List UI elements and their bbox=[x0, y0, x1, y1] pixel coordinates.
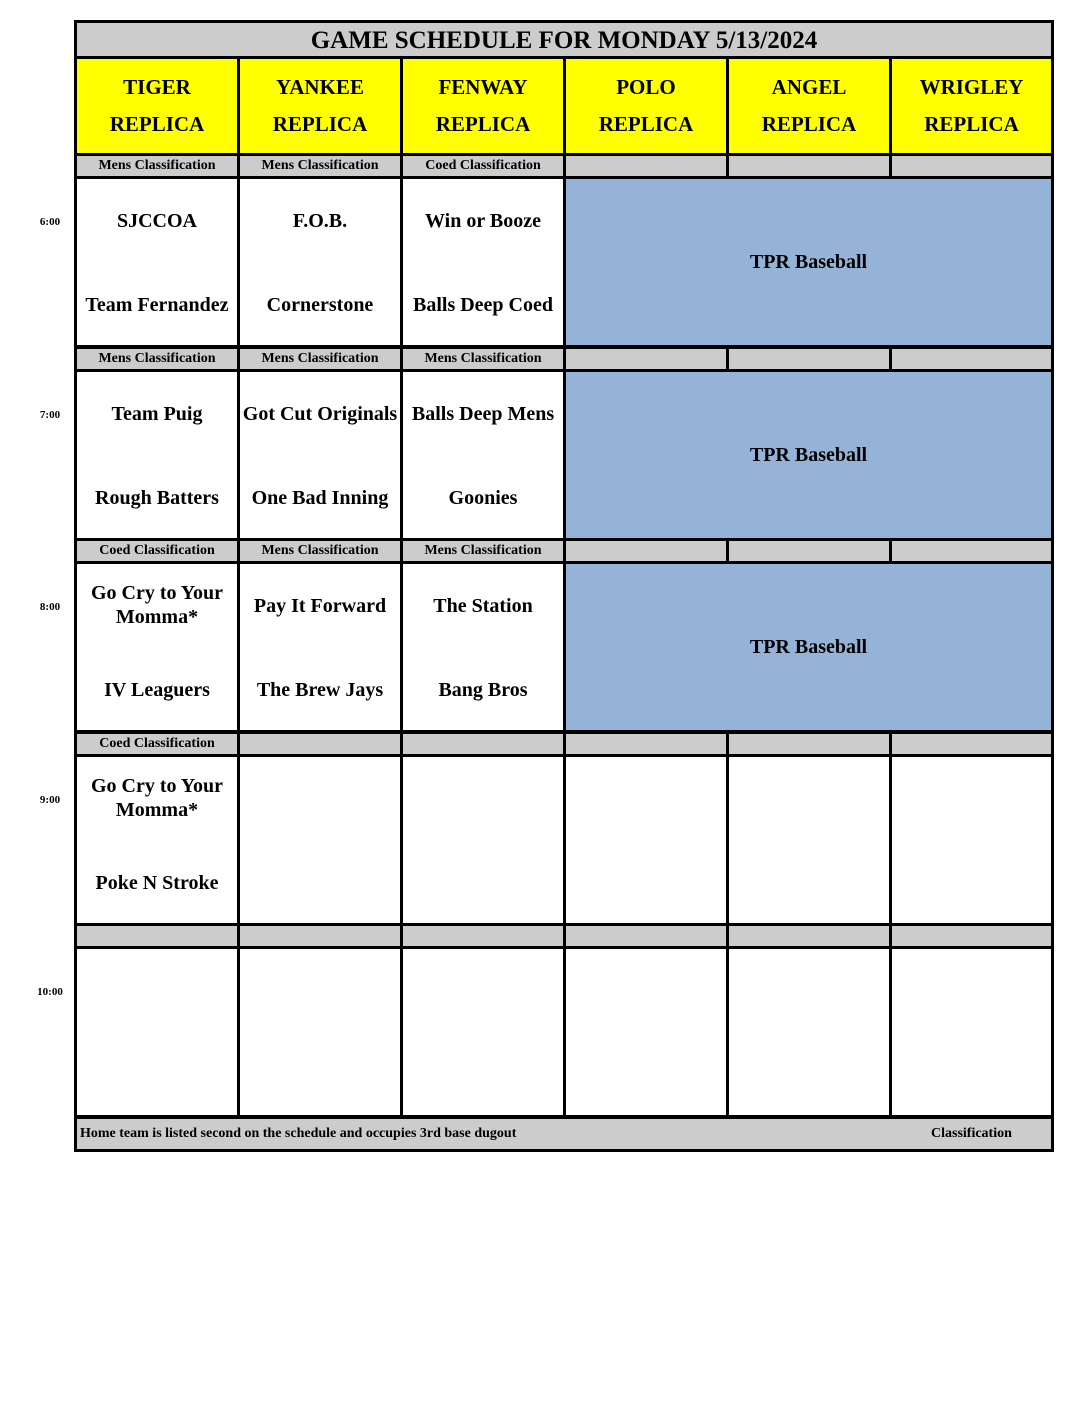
game-cell bbox=[240, 949, 400, 1115]
classification-bar bbox=[729, 156, 889, 176]
game-cell bbox=[403, 757, 563, 923]
classification-bar bbox=[892, 156, 1051, 176]
game-cell bbox=[77, 757, 237, 923]
classification-bar bbox=[566, 734, 726, 754]
footer-legend: Classification bbox=[931, 1126, 1012, 1141]
game-cell bbox=[403, 179, 563, 345]
classification-bar bbox=[566, 541, 726, 561]
away-team: The Station bbox=[433, 595, 533, 617]
classification-bar bbox=[892, 541, 1051, 561]
classification-bar: Coed Classification bbox=[77, 734, 237, 754]
page-title: GAME SCHEDULE FOR MONDAY 5/13/2024 bbox=[77, 23, 1051, 56]
game-cell bbox=[240, 372, 400, 538]
classification-bar bbox=[403, 926, 563, 946]
away-team: Go Cry to Your Momma* bbox=[90, 582, 224, 628]
game-cell bbox=[566, 949, 726, 1115]
field-name: WRIGLEY bbox=[919, 75, 1024, 99]
schedule-sheet bbox=[74, 20, 1054, 1152]
classification-bar: Mens Classification bbox=[240, 541, 400, 561]
field-subtitle: REPLICA bbox=[109, 112, 205, 136]
away-team: Pay It Forward bbox=[253, 595, 387, 617]
game-cell bbox=[892, 949, 1051, 1115]
home-team: Goonies bbox=[448, 487, 518, 509]
classification-bar bbox=[240, 926, 400, 946]
classification-bar bbox=[729, 349, 889, 369]
field-subtitle: REPLICA bbox=[598, 112, 694, 136]
home-team: One Bad Inning bbox=[251, 487, 389, 509]
classification-bar bbox=[729, 926, 889, 946]
game-cell bbox=[77, 949, 237, 1115]
classification-bar: Mens Classification bbox=[403, 349, 563, 369]
home-team: Poke N Stroke bbox=[95, 872, 219, 894]
home-team: Balls Deep Coed bbox=[413, 294, 553, 316]
home-team: Bang Bros bbox=[438, 679, 528, 701]
home-team: Cornerstone bbox=[266, 294, 374, 316]
reserved-block: TPR Baseball bbox=[566, 564, 1051, 730]
time-label: 6:00 bbox=[39, 216, 61, 228]
game-cell bbox=[240, 564, 400, 730]
reserved-block: TPR Baseball bbox=[566, 372, 1051, 538]
classification-bar bbox=[729, 541, 889, 561]
field-header-3 bbox=[566, 59, 726, 153]
home-team: Rough Batters bbox=[95, 487, 219, 509]
away-team: Team Puig bbox=[111, 403, 203, 425]
away-team: F.O.B. bbox=[292, 210, 348, 232]
classification-bar: Mens Classification bbox=[403, 541, 563, 561]
field-header-0 bbox=[77, 59, 237, 153]
game-cell bbox=[892, 757, 1051, 923]
game-cell bbox=[403, 949, 563, 1115]
classification-bar: Coed Classification bbox=[77, 541, 237, 561]
home-team: The Brew Jays bbox=[256, 679, 384, 701]
reserved-block: TPR Baseball bbox=[566, 179, 1051, 345]
field-subtitle: REPLICA bbox=[761, 112, 857, 136]
time-label: 8:00 bbox=[39, 601, 61, 613]
away-team: Go Cry to Your Momma* bbox=[90, 775, 224, 821]
classification-bar bbox=[403, 734, 563, 754]
classification-bar: Coed Classification bbox=[403, 156, 563, 176]
classification-bar: Mens Classification bbox=[240, 156, 400, 176]
field-name: POLO bbox=[616, 75, 676, 99]
classification-bar bbox=[729, 734, 889, 754]
away-team: Got Cut Originals bbox=[242, 403, 398, 425]
classification-bar: Mens Classification bbox=[77, 349, 237, 369]
field-header-2 bbox=[403, 59, 563, 153]
game-cell bbox=[240, 179, 400, 345]
game-cell bbox=[403, 564, 563, 730]
field-name: YANKEE bbox=[276, 75, 364, 99]
time-label: 9:00 bbox=[39, 794, 61, 806]
game-cell bbox=[77, 372, 237, 538]
field-subtitle: REPLICA bbox=[924, 112, 1019, 136]
classification-bar bbox=[892, 926, 1051, 946]
classification-bar bbox=[892, 349, 1051, 369]
home-team: Team Fernandez bbox=[85, 294, 229, 316]
game-cell bbox=[729, 949, 889, 1115]
classification-bar bbox=[566, 926, 726, 946]
field-header-1 bbox=[240, 59, 400, 153]
game-cell bbox=[403, 372, 563, 538]
field-header-5 bbox=[892, 59, 1051, 153]
classification-bar: Mens Classification bbox=[77, 156, 237, 176]
game-cell bbox=[77, 564, 237, 730]
away-team: Win or Booze bbox=[425, 210, 541, 232]
footer-bar bbox=[77, 1119, 1051, 1149]
game-cell bbox=[566, 757, 726, 923]
field-name: TIGER bbox=[123, 75, 191, 99]
classification-bar bbox=[566, 156, 726, 176]
footer-note: Home team is listed second on the schedule and occupies 3rd base dugout bbox=[80, 1126, 517, 1141]
classification-bar bbox=[892, 734, 1051, 754]
classification-bar bbox=[240, 734, 400, 754]
game-cell bbox=[77, 179, 237, 345]
field-subtitle: REPLICA bbox=[435, 112, 531, 136]
field-header-4 bbox=[729, 59, 889, 153]
field-subtitle: REPLICA bbox=[272, 112, 368, 136]
classification-bar bbox=[566, 349, 726, 369]
away-team: SJCCOA bbox=[116, 210, 197, 232]
classification-bar: Mens Classification bbox=[240, 349, 400, 369]
field-name: FENWAY bbox=[438, 75, 528, 99]
away-team: Balls Deep Mens bbox=[411, 403, 555, 425]
classification-bar bbox=[77, 926, 237, 946]
game-cell bbox=[240, 757, 400, 923]
home-team: IV Leaguers bbox=[104, 679, 210, 701]
game-cell bbox=[729, 757, 889, 923]
time-label: 10:00 bbox=[37, 986, 63, 998]
time-label: 7:00 bbox=[39, 409, 61, 421]
field-name: ANGEL bbox=[771, 75, 847, 99]
